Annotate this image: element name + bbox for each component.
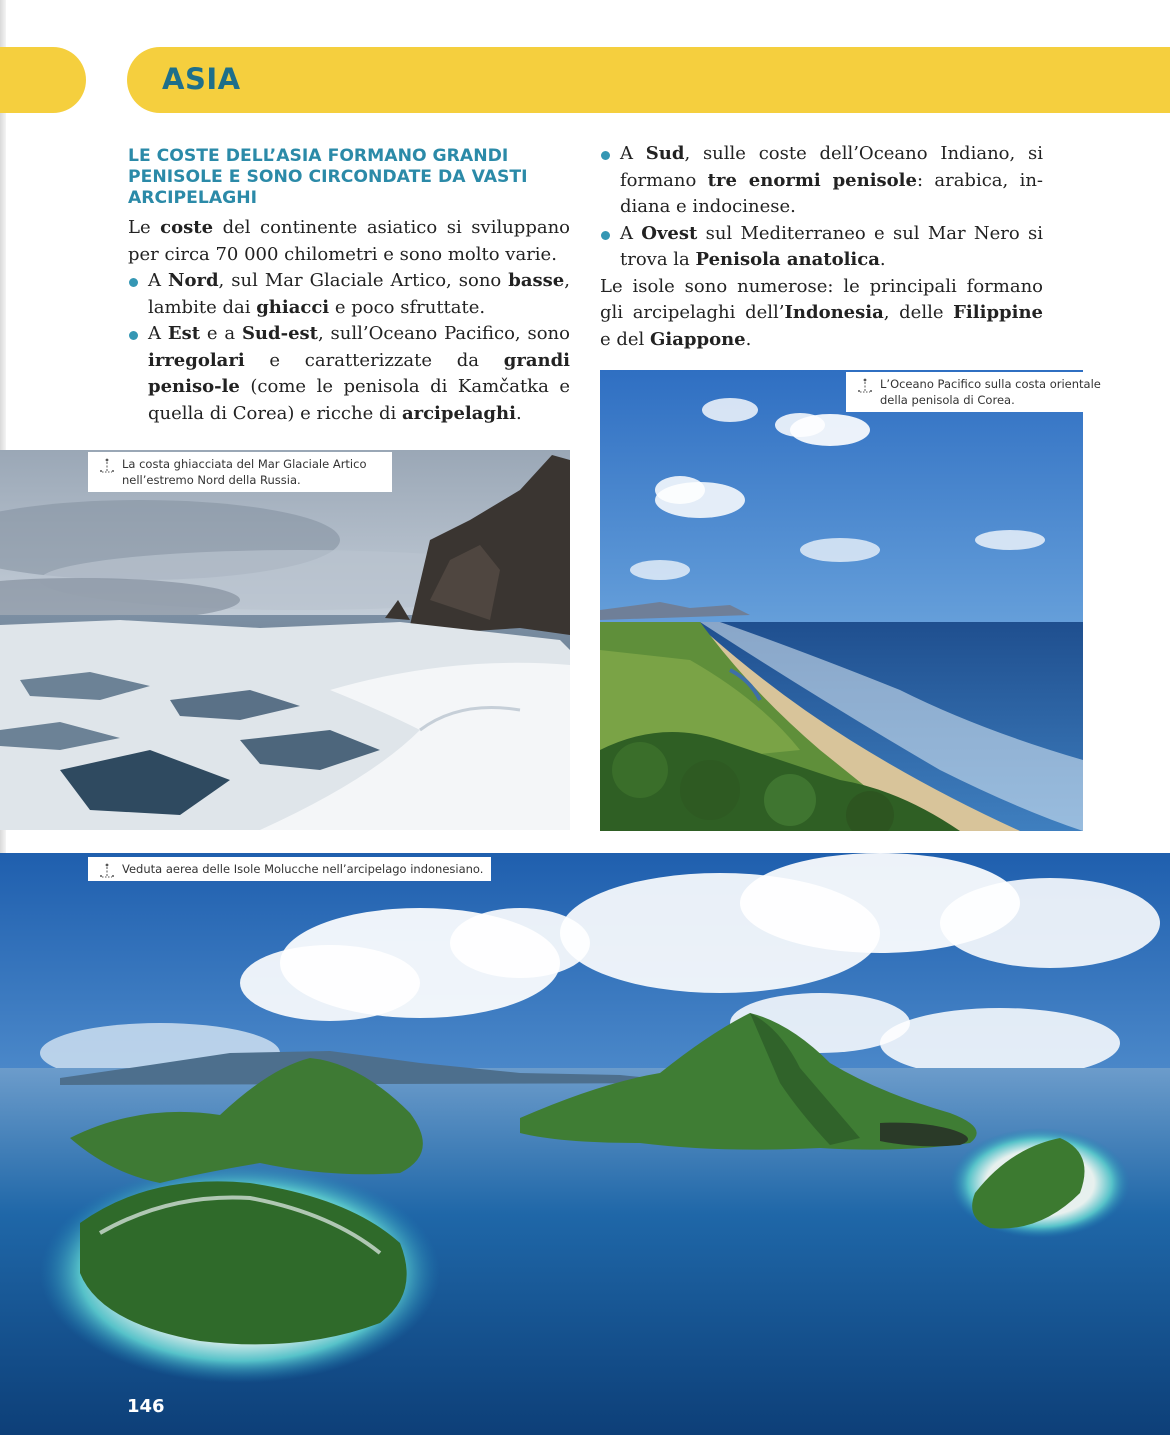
bullet-west: A Ovest sul Mediterraneo e sul Mar Nero si trova la Penisola anatolica. xyxy=(600,221,1043,274)
bullet-east: A Est e a Sud-est, sull’Oceano Pacifico, sono irregolari e caratterizzate da grandi peniso-le (come le penisola di Kamčatka e quella di Corea) e ricche di arcipelaghi. xyxy=(128,321,570,427)
arctic-caption xyxy=(88,452,392,492)
page-number: 146 xyxy=(127,1396,165,1417)
korea-caption xyxy=(846,372,1118,412)
chapter-tab-left xyxy=(0,47,86,113)
arctic-coast-photo xyxy=(0,450,570,830)
arctic-coast-illustration xyxy=(0,450,570,830)
intro-paragraph: Le coste del continente asiatico si sviluppano per circa 70 000 chilometri e sono molto varie. xyxy=(128,217,571,265)
map-pin-icon xyxy=(97,861,117,881)
bullet-north: A Nord, sul Mar Glaciale Artico, sono basse, lambite dai ghiacci e poco sfruttate. xyxy=(128,268,570,321)
korea-coast-illustration xyxy=(600,370,1083,831)
section-heading: LE COSTE DELL’ASIA FORMANO GRANDI PENISOLE E SONO CIRCONDATE DA VASTI ARCIPELAGHI xyxy=(128,146,528,208)
moluccas-aerial-photo xyxy=(0,853,1170,1435)
map-pin-icon xyxy=(97,456,117,476)
chapter-title: ASIA xyxy=(162,62,241,96)
chapter-band xyxy=(127,47,1170,113)
left-column-text xyxy=(128,215,570,427)
right-column-text xyxy=(600,141,1043,353)
islands-paragraph: Le isole sono numerose: le principali formano gli arcipelaghi dell’Indonesia, delle Filippine e del Giappone. xyxy=(600,275,1043,350)
korea-caption-text: L’Oceano Pacifico sulla costa orientale della penisola di Corea. xyxy=(880,377,1101,407)
arctic-caption-text: La costa ghiacciata del Mar Glaciale Artico nell’estremo Nord della Russia. xyxy=(122,457,367,487)
korea-coast-photo xyxy=(600,370,1083,831)
map-pin-icon xyxy=(855,376,875,396)
bullet-south: A Sud, sulle coste dell’Oceano Indiano, si formano tre enormi penisole: arabica, in-diana e indocinese. xyxy=(600,141,1043,221)
moluccas-caption-text: Veduta aerea delle Isole Molucche nell’arcipelago indonesiano. xyxy=(122,862,484,876)
moluccas-caption xyxy=(88,857,491,881)
moluccas-aerial-illustration xyxy=(0,853,1170,1435)
